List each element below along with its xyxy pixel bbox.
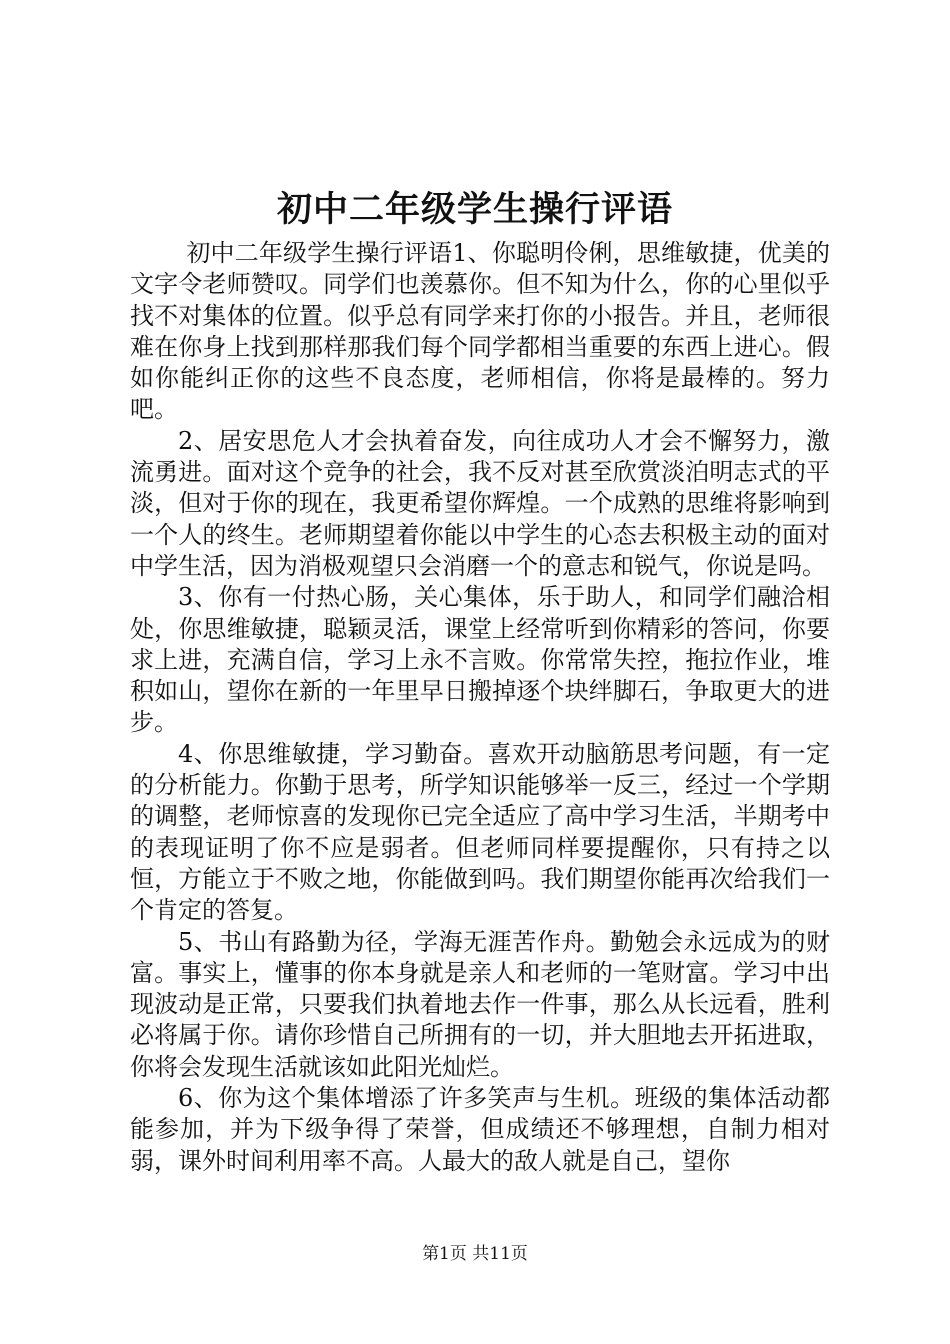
- document-body: [130, 238, 830, 1177]
- paragraph-1: 初中二年级学生操行评语1、你聪明伶俐，思维敏捷，优美的文字令老师赞叹。同学们也羡慕你。但不知为什么，你的心里似乎找不对集体的位置。似乎总有同学来打你的小报告。并且，老师很难在你身上找到那样那我们每个同学都相当重要的东西上进心。假如你能纠正你的这些不良态度，老师相信，你将是最棒的。努力吧。: [130, 239, 830, 424]
- paragraph-6: 6、你为这个集体增添了许多笑声与生机。班级的集体活动都能参加，并为下级争得了荣誉，但成绩还不够理想，自制力相对弱，课外时间利用率不高。人最大的敌人就是自己，望你: [130, 1084, 830, 1175]
- paragraph-2: 2、居安思危人才会执着奋发，向往成功人才会不懈努力，激流勇进。面对这个竞争的社会，我不反对甚至欣赏淡泊明志式的平淡，但对于你的现在，我更希望你辉煌。一个成熟的思维将影响到一个人的终生。老师期望着你能以中学生的心态去积极主动的面对中学生活，因为消极观望只会消磨一个的意志和锐气，你说是吗。: [130, 426, 830, 580]
- document-title: 初中二年级学生操行评语: [276, 189, 673, 230]
- paragraph-5: 5、书山有路勤为径，学海无涯苦作舟。勤勉会永远成为的财富。事实上，懂事的你本身就是亲人和老师的一笔财富。学习中出现波动是正常，只要我们执着地去作一件事，那么从长远看，胜利必将属于你。请你珍惜自己所拥有的一切，并大胆地去开拓进取，你将会发现生活就该如此阳光灿烂。: [130, 927, 830, 1081]
- page-number-footer: 第1页 共11页: [422, 1244, 528, 1264]
- paragraph-4: 4、你思维敏捷，学习勤奋。喜欢开动脑筋思考问题，有一定的分析能力。你勤于思考，所学知识能够举一反三，经过一个学期的调整，老师惊喜的发现你已完全适应了高中学习生活，半期考中的表现证明了你不应是弱者。但老师同样要提醒你，只有持之以恒，方能立于不败之地，你能做到吗。我们期望你能再次给我们一个肯定的答复。: [130, 739, 830, 925]
- paragraph-3: 3、你有一付热心肠，关心集体，乐于助人，和同学们融洽相处，你思维敏捷，聪颖灵活，课堂上经常听到你精彩的答问，你要求上进，充满自信，学习上永不言败。你常常失控，拖拉作业，堆积如山，望你在新的一年里早日搬掉逐个块绊脚石，争取更大的进步。: [130, 583, 830, 737]
